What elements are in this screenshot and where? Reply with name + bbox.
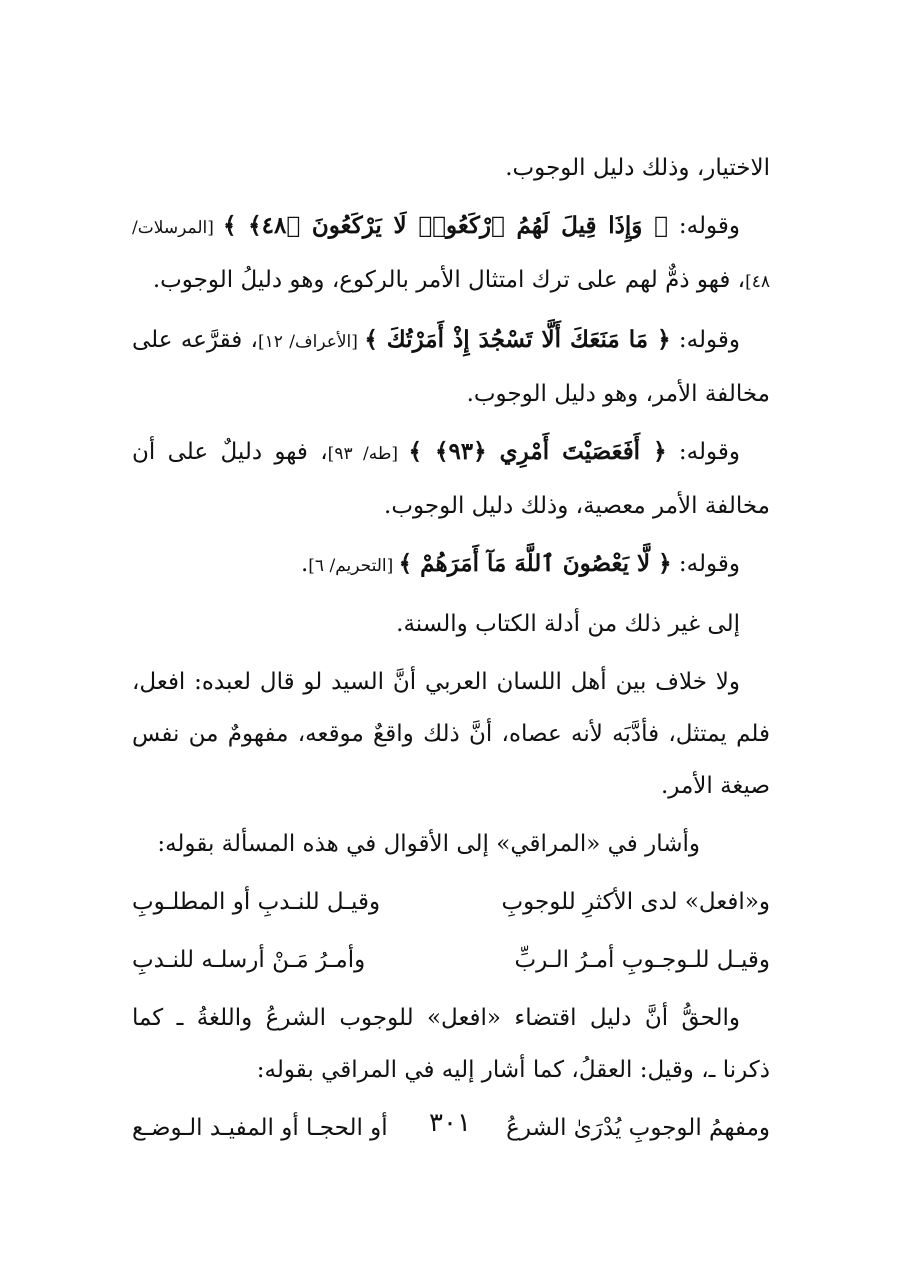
quran-verse: ﴿ أَفَعَصَيْتَ أَمْرِي ﴿٩٣﴾ ﴾ (408, 438, 667, 465)
paragraph-quote-tahrim (132, 538, 770, 592)
quran-verse: ﴿ لَّا يَعْصُونَ ٱللَّهَ مَآ أَمَرَهُمْ ﴾ (398, 550, 672, 577)
poem-line (132, 934, 770, 986)
poem-second-hemistich: أو الحجـا أو المفيـد الـوضـع (132, 1115, 388, 1141)
paragraph-quote-mursalat (132, 200, 770, 308)
quote-commentary: . (300, 551, 309, 577)
poem-first-hemistich: وقيـل للـوجـوبِ أمـرُ الـربِّ (514, 947, 770, 973)
poem-first-hemistich: ومفهمُ الوجوبِ يُدْرَىٰ الشرعُ (506, 1115, 770, 1141)
paragraph-1 (132, 142, 770, 194)
quote-commentary: ، فقرَّعه على مخالفة الأمر، وهو دليل الوجوب. (132, 327, 770, 407)
paragraph-text: والحقُّ أنَّ دليل اقتضاء «افعل» للوجوب الشرعُ واللغةُ ـ كما ذكرنا ـ، وقيل: العقلُ، كما أشار إليه في المراقي بقوله: (132, 1005, 770, 1083)
paragraph-truth (132, 992, 770, 1096)
paragraph-text: الاختيار، وذلك دليل الوجوب. (505, 155, 770, 181)
paragraph-maraqi-intro (132, 818, 770, 870)
poem-line (132, 876, 770, 928)
quote-prefix: وقوله: (666, 439, 741, 465)
paragraph-other-evidence (132, 598, 770, 650)
verse-reference: [التحريم/ ٦] (308, 556, 399, 576)
poem-second-hemistich: وقيـل للنـدبِ أو المطلـوبِ (132, 889, 381, 915)
page-body (132, 142, 770, 1160)
quran-verse: ﴿ وَإِذَا قِيلَ لَهُمُ ٱرْكَعُوا۟ لَا يَرْكَعُونَ ﴿٤٨﴾ ﴾ (222, 212, 668, 239)
page-number: ٣٠١ (429, 1108, 471, 1138)
paragraph-text: ولا خلاف بين أهل اللسان العربي أنَّ السيد لو قال لعبده: افعل، فلم يمتثل، فأدَّبَه لأنه عصاه، أنَّ ذلك واقعٌ موقعه، مفهومٌ من نفس صيغة الأمر. (132, 669, 770, 799)
paragraph-text: وأشار في «المراقي» إلى الأقوال في هذه المسألة بقوله: (157, 831, 700, 857)
paragraph-text: إلى غير ذلك من أدلة الكتاب والسنة. (396, 611, 740, 637)
paragraph-language-argument (132, 656, 770, 812)
verse-reference: [طه/ ٩٣] (327, 444, 409, 464)
quote-prefix: وقوله: (667, 213, 740, 239)
poem-second-hemistich: وأمـرُ مَـنْ أرسلـه للنـدبِ (132, 947, 366, 973)
paragraph-quote-taha (132, 426, 770, 532)
quote-commentary: ، فهو ذمٌّ لهم على ترك امتثال الأمر بالركوع، وهو دليلُ الوجوب. (152, 267, 746, 293)
quote-prefix: وقوله: (671, 551, 740, 577)
verse-reference: [الأعراف/ ١٢] (257, 332, 365, 352)
quran-verse: ﴿ مَا مَنَعَكَ أَلَّا تَسْجُدَ إِذْ أَمَرْتُكَ ﴾ (364, 326, 671, 353)
poem-first-hemistich: و«افعل» لدى الأكثرِ للوجوبِ (501, 889, 770, 915)
quote-prefix: وقوله: (670, 327, 740, 353)
quote-commentary: ، فهو دليلٌ على أن مخالفة الأمر معصية، وذلك دليل الوجوب. (132, 439, 770, 519)
paragraph-quote-aaraf (132, 314, 770, 420)
verse-reference: [المرسلات/ ٤٨] (132, 218, 770, 292)
